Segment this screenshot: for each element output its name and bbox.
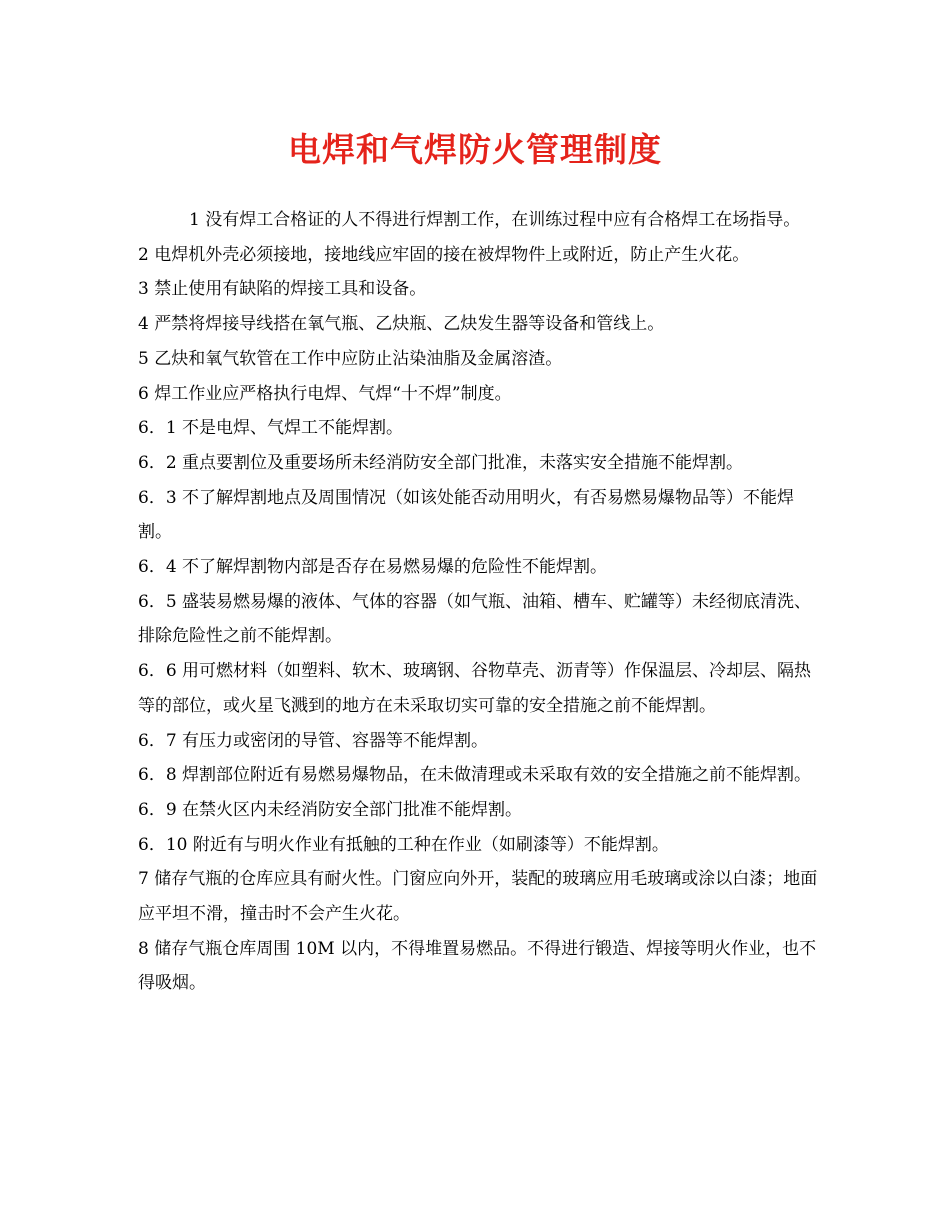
paragraph-1: 1 没有焊工合格证的人不得进行焊割工作，在训练过程中应有合格焊工在场指导。 <box>189 210 801 230</box>
paragraph-6-10: 6．10 附近有与明火作业有抵触的工种在作业（如刷漆等）不能焊割。 <box>138 834 669 855</box>
paragraph-6-3: 6．3 不了解焊割地点及周围情况（如该处能否动用明火，有否易燃易爆物品等）不能焊割。 <box>138 487 795 543</box>
paragraph-6-4: 6．4 不了解焊割物内部是否存在易燃易爆的危险性不能焊割。 <box>138 557 608 578</box>
paragraph-6-2: 6．2 重点要割位及重要场所未经消防安全部门批准，未落实安全措施不能焊割。 <box>138 452 744 473</box>
paragraph-6-7: 6．7 有压力或密闭的导管、容器等不能焊割。 <box>138 730 489 751</box>
paragraph-6-5: 6．5 盛装易燃易爆的液体、气体的容器（如气瓶、油箱、槽车、贮罐等）未经彻底清洗、排除危险性之前不能焊割。 <box>138 591 812 647</box>
paragraph-3: 3 禁止使用有缺陷的焊接工具和设备。 <box>138 279 427 300</box>
document-body <box>138 203 818 1001</box>
paragraph-5: 5 乙炔和氧气软管在工作中应防止沾染油脂及金属溶渣。 <box>138 348 563 369</box>
paragraph-4: 4 严禁将焊接导线搭在氧气瓶、乙炔瓶、乙炔发生器等设备和管线上。 <box>138 314 665 335</box>
paragraph-8: 8 储存气瓶仓库周围 10M 以内，不得堆置易燃品。不得进行锻造、焊接等明火作业，也不得吸烟。 <box>138 938 817 994</box>
document-title: 电焊和气焊防火管理制度 <box>288 130 662 169</box>
paragraph-6-6: 6．6 用可燃材料（如塑料、软木、玻璃钢、谷物草壳、沥青等）作保温层、冷却层、隔热等的部位，或火星飞溅到的地方在未采取切实可靠的安全措施之前不能焊割。 <box>138 661 812 716</box>
paragraph-6-9: 6．9 在禁火区内未经消防安全部门批准不能焊割。 <box>138 799 523 820</box>
paragraph-6-8: 6．8 焊割部位附近有易燃易爆物品，在未做清理或未采取有效的安全措施之前不能焊割。 <box>138 765 812 786</box>
paragraph-6: 6 焊工作业应严格执行电焊、气焊“十不焊”制度。 <box>138 383 512 404</box>
paragraph-6-1: 6．1 不是电焊、气焊工不能焊割。 <box>138 418 404 439</box>
paragraph-7: 7 储存气瓶的仓库应具有耐火性。门窗应向外开，装配的玻璃应用毛玻璃或涂以白漆；地面应平坦不滑，撞击时不会产生火花。 <box>138 869 818 925</box>
paragraph-2: 2 电焊机外壳必须接地，接地线应牢固的接在被焊物件上或附近，防止产生火花。 <box>138 244 750 265</box>
